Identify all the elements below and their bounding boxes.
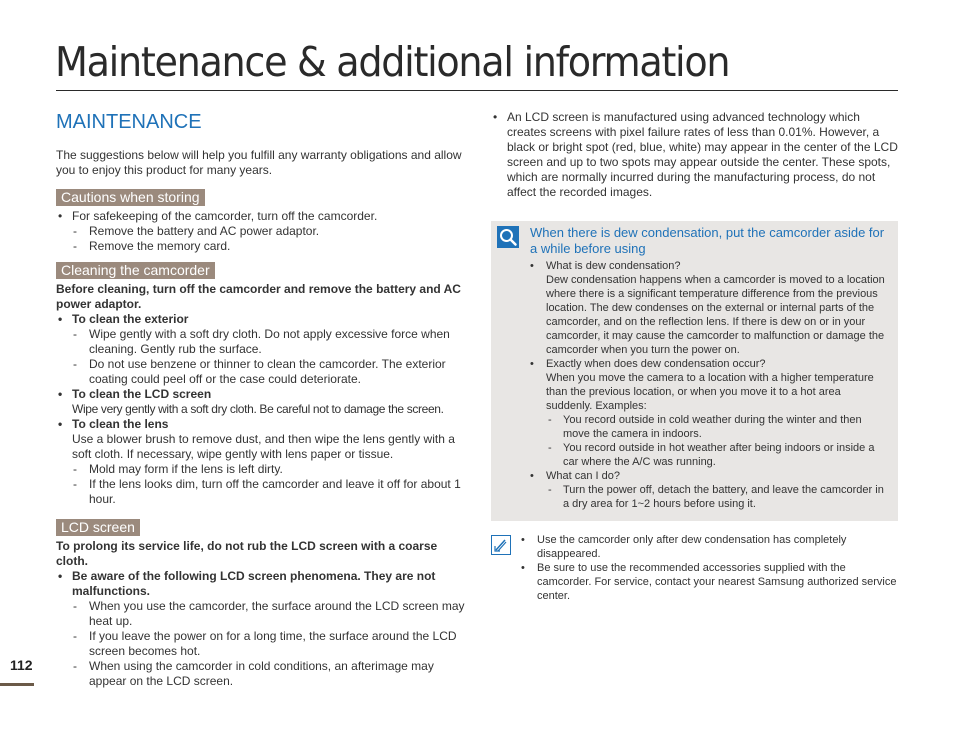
dew-answer: Dew condensation happens when a camcorder is moved to a location where there is a significant temperature difference from the previous location. The dew condenses on the external or internal parts of the camcorder, and on the reflection lens. If there is dew on or in your camcorder, it may cause the camcorder to malfunction or damage the camcorder when you turn the power on.	[546, 274, 885, 356]
list-item: - Mold may form if the lens is left dirty.	[56, 462, 466, 477]
dew-question: • What is dew condensation?	[530, 259, 888, 273]
lens-text: Use a blower brush to remove dust, and then wipe the lens gently with a soft cloth. If necessary, wipe gently with lens paper or tissue.	[72, 432, 455, 461]
list-item: - Remove the memory card.	[56, 239, 466, 254]
dew-answer: When you move the camera to a location with a higher temperature than the previous location, or when you move it to a hot area suddenly. Examples:	[546, 372, 874, 412]
tips-box	[491, 533, 898, 603]
dew-question: • Exactly when does dew condensation occur?	[530, 357, 888, 371]
left-column	[56, 110, 466, 697]
tip-item: • Be sure to use the recommended accessories supplied with the camcorder. For service, contact your nearest Samsung authorized service center.	[521, 561, 898, 603]
tip-item: • Use the camcorder only after dew condensation has completely disappeared.	[521, 533, 898, 561]
list-item: - Do not use benzene or thinner to clean the camcorder. The exterior coating could peel off or the case could deteriorate.	[56, 357, 466, 387]
title-rule	[56, 90, 898, 91]
cleaning-lead: Before cleaning, turn off the camcorder and remove the battery and AC power adaptor.	[56, 282, 461, 311]
lcd-bullet: • Be aware of the following LCD screen phenomena. They are not malfunctions.	[56, 569, 466, 599]
note-pencil-icon	[491, 535, 511, 555]
lcd-clean-text: Wipe very gently with a soft dry cloth. Be careful not to damage the screen.	[72, 402, 444, 416]
page-title: Maintenance & additional information	[55, 38, 730, 86]
magnifier-icon	[497, 226, 519, 248]
lens-title: • To clean the lens	[56, 417, 466, 432]
lcd-section	[56, 519, 466, 689]
lcd-clean-title: • To clean the LCD screen	[56, 387, 466, 402]
list-item: • For safekeeping of the camcorder, turn off the camcorder.	[56, 209, 466, 224]
lcd-lead: To prolong its service life, do not rub the LCD screen with a coarse cloth.	[56, 539, 438, 568]
dew-question: • What can I do?	[530, 469, 888, 483]
section-heading: MAINTENANCE	[56, 111, 202, 133]
dew-example: - You record outside in hot weather after being indoors or inside a car where the A/C was running.	[530, 441, 888, 469]
list-item: - When you use the camcorder, the surface around the LCD screen may heat up.	[56, 599, 466, 629]
list-item: - Remove the battery and AC power adaptor.	[56, 224, 466, 239]
list-item: - If the lens looks dim, turn off the camcorder and leave it off for about 1 hour.	[56, 477, 466, 507]
exterior-title: • To clean the exterior	[56, 312, 466, 327]
dew-title: When there is dew condensation, put the camcorder aside for a while before using	[530, 225, 885, 256]
right-column	[491, 110, 898, 603]
list-item: - If you leave the power on for a long time, the surface around the LCD screen becomes hot.	[56, 629, 466, 659]
intro-paragraph: The suggestions below will help you fulfill any warranty obligations and allow you to enjoy this product for many years.	[56, 148, 462, 177]
cleaning-section	[56, 262, 466, 507]
dew-example: - You record outside in cold weather during the winter and then move the camera in indoors.	[530, 413, 888, 441]
dew-note-box	[491, 221, 898, 521]
lcd-tag: LCD screen	[56, 519, 140, 536]
page-number: 112	[10, 657, 33, 673]
storing-tag: Cautions when storing	[56, 189, 205, 206]
storing-section	[56, 189, 466, 254]
dew-example: - Turn the power off, detach the battery, and leave the camcorder in a dry area for 1~2 hours before using it.	[530, 483, 888, 511]
cleaning-tag: Cleaning the camcorder	[56, 262, 215, 279]
list-item: - When using the camcorder in cold conditions, an afterimage may appear on the LCD screen.	[56, 659, 466, 689]
page-number-rule	[0, 683, 34, 686]
list-item: - Wipe gently with a soft dry cloth. Do not apply excessive force when cleaning. Gently rub the surface.	[56, 327, 466, 357]
lcd-pixel-bullet: • An LCD screen is manufactured using advanced technology which creates screens with pixel failure rates of less than 0.01%. However, a black or bright spot (red, blue, white) may appear in the center of the LCD screen and up to two spots may appear outside the center. These spots, which are normally incurred during the manufacturing process, do not affect the recorded images.	[491, 110, 898, 200]
